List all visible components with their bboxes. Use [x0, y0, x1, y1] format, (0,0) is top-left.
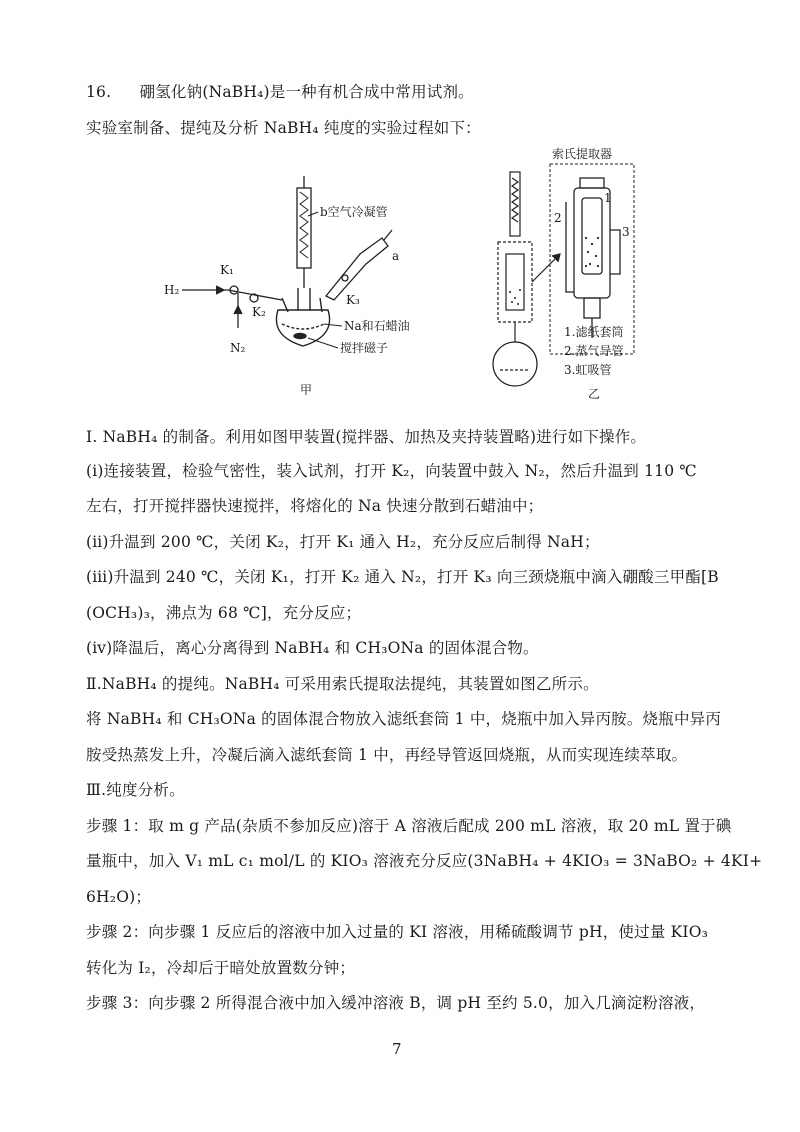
- body-line: 胺受热蒸发上升，冷凝后滴入滤纸套筒 1 中，再经导管返回烧瓶，从而实现连续萃取。: [86, 746, 688, 764]
- dropping-funnel: [326, 230, 392, 300]
- label-1: 1: [604, 191, 612, 205]
- caption-b: 乙: [588, 387, 601, 401]
- label-n2: N₂: [230, 341, 246, 355]
- caption-a: 甲: [300, 383, 313, 397]
- label-condenser: b空气冷凝管: [320, 205, 388, 219]
- body-line: 量瓶中，加入 V₁ mL c₁ mol/L 的 KIO₃ 溶液充分反应(3NaBH₄ + 4KIO₃ = 3NaBO₂ + 4KI+: [86, 852, 763, 870]
- label-k2: K₂: [252, 305, 266, 319]
- soxhlet-enlarged: [566, 178, 620, 338]
- body-line: 左右，打开搅拌器快速搅拌，将熔化的 Na 快速分散到石蜡油中；: [86, 497, 544, 515]
- label-na: Na和石蜡油: [344, 319, 410, 333]
- body-line: (ⅱ)升温到 200 ℃，关闭 K₂，打开 K₁ 通入 H₂，充分反应后制得 NaH；: [86, 533, 600, 551]
- label-h2: H₂: [164, 283, 180, 297]
- body-line: (ⅰ)连接装置，检验气密性，装入试剂，打开 K₂，向装置中鼓入 N₂，然后升温到 110 ℃: [86, 462, 697, 480]
- legend-1: 1.滤纸套筒: [564, 325, 624, 339]
- intro-line: 实验室制备、提纯及分析 NaBH₄ 纯度的实验过程如下：: [86, 119, 481, 137]
- body-line: (ⅳ)降温后，离心分离得到 NaBH₄ 和 CH₃ONa 的固体混合物。: [86, 639, 539, 657]
- body-line: 步骤 2：向步骤 1 反应后的溶液中加入过量的 KI 溶液，用稀硫酸调节 pH，使过量 KIO₃: [86, 923, 709, 941]
- body-line: Ⅲ.纯度分析。: [86, 781, 185, 799]
- apparatus-diagram-b: [480, 142, 650, 404]
- air-condenser: [297, 176, 311, 288]
- soxhlet-title: 索氏提取器: [552, 147, 613, 161]
- page-number: 7: [392, 1040, 402, 1058]
- body-line: 转化为 I₂，冷却后于暗处放置数分钟；: [86, 959, 356, 977]
- body-line: 步骤 1：取 m g 产品(杂质不参加反应)溶于 A 溶液后配成 200 mL 溶液，取 20 mL 置于碘: [86, 817, 732, 835]
- question-number: 16.: [86, 83, 112, 101]
- dot-fill-enlarged: [585, 237, 599, 267]
- label-k3: K₃: [346, 293, 360, 307]
- body-line: 将 NaBH₄ 和 CH₃ONa 的固体混合物放入滤纸套筒 1 中，烧瓶中加入异丙胺。烧瓶中异丙: [86, 710, 722, 728]
- body-line: Ⅱ.NaBH₄ 的提纯。NaBH₄ 可采用索氏提取法提纯，其装置如图乙所示。: [86, 675, 599, 693]
- body-line: Ⅰ. NaBH₄ 的制备。利用如图甲装置(搅拌器、加热及夹持装置略)进行如下操作。: [86, 428, 647, 446]
- body-line: (OCH₃)₃，沸点为 68 ℃]，充分反应；: [86, 604, 362, 622]
- legend-2: 2.蒸气导管: [564, 344, 624, 358]
- dot-fill: [509, 289, 521, 305]
- body-line: 6H₂O)；: [86, 888, 152, 906]
- question-title: 硼氢化钠(NaBH₄)是一种有机合成中常用试剂。: [139, 83, 474, 101]
- legend-3: 3.虹吸管: [564, 363, 612, 377]
- label-2: 2: [554, 211, 562, 225]
- label-k1: K₁: [220, 263, 234, 277]
- three-neck-flask: [276, 288, 329, 346]
- body-line: (ⅲ)升温到 240 ℃，关闭 K₁，打开 K₂ 通入 N₂，打开 K₃ 向三颈烧瓶中滴入硼酸三甲酯[B: [86, 568, 719, 586]
- label-3: 3: [622, 225, 630, 239]
- label-a: a: [392, 249, 400, 263]
- label-stir: 搅拌磁子: [340, 341, 389, 355]
- apparatus-diagram-a: [160, 168, 420, 398]
- body-line: 步骤 3：向步骤 2 所得混合液中加入缓冲溶液 B，调 pH 至约 5.0，加入几滴淀粉溶液，: [86, 994, 706, 1012]
- question-title-line: [86, 80, 474, 102]
- gas-inlet: [182, 286, 282, 328]
